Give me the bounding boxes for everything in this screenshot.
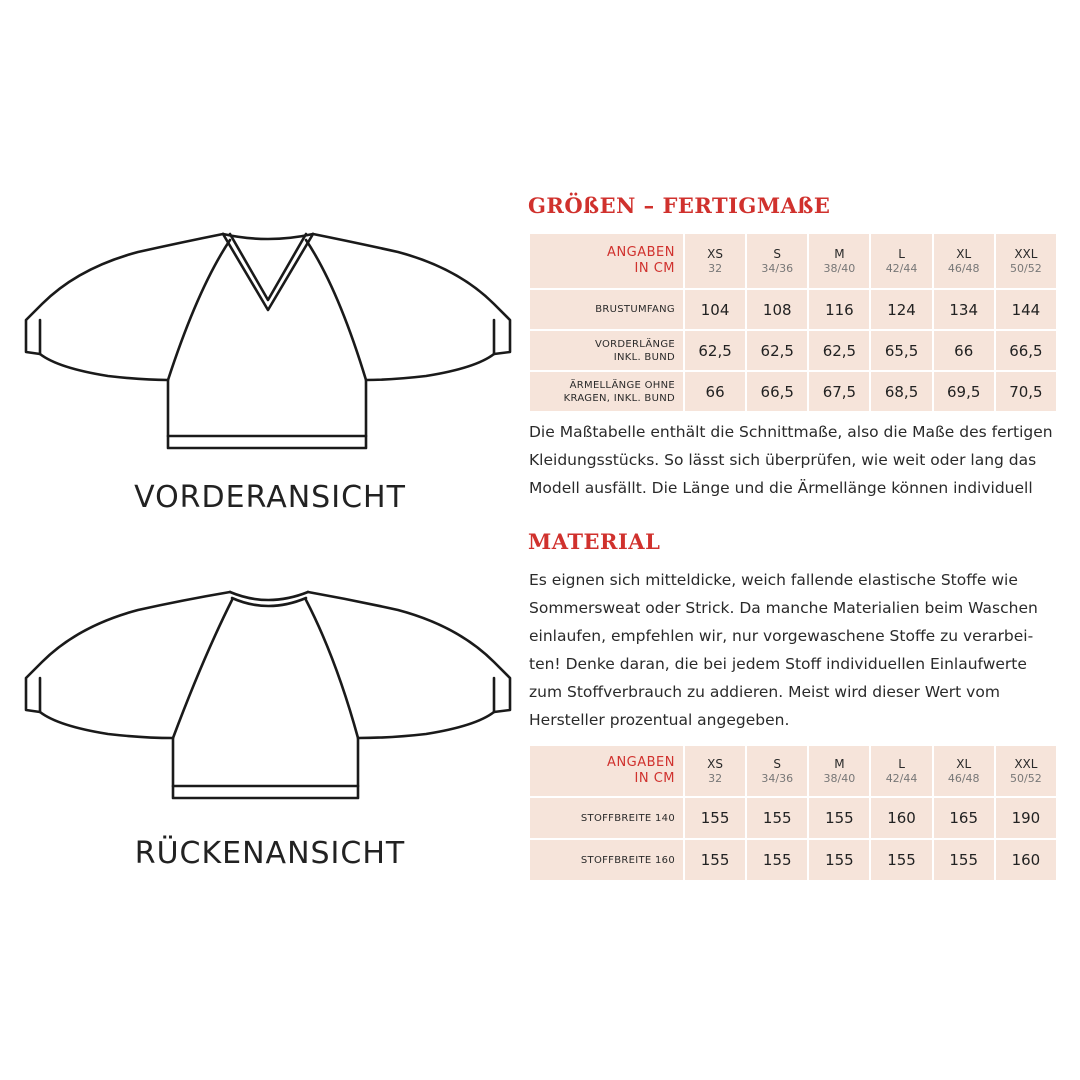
table-cell: 66 xyxy=(933,330,995,371)
header-label: ANGABEN IN CM xyxy=(529,745,684,797)
sizes-heading: GRÖßEN – FERTIGMAßE xyxy=(528,193,831,218)
back-view-illustration xyxy=(18,588,518,808)
table-cell: 190 xyxy=(995,797,1057,839)
table-cell: 66,5 xyxy=(995,330,1057,371)
row-label: STOFFBREITE 140 xyxy=(529,797,684,839)
table-cell: 124 xyxy=(870,289,932,330)
sizes-description xyxy=(529,418,1069,502)
size-column-header: L 42/44 xyxy=(870,745,932,797)
sizes-header-row xyxy=(529,233,1057,289)
table-cell: 155 xyxy=(808,839,870,881)
size-column-header: XL 46/48 xyxy=(933,745,995,797)
table-row xyxy=(529,371,1057,412)
table-cell: 160 xyxy=(870,797,932,839)
size-column-header: XS 32 xyxy=(684,233,746,289)
table-cell: 144 xyxy=(995,289,1057,330)
table-row xyxy=(529,839,1057,881)
table-cell: 67,5 xyxy=(808,371,870,412)
material-heading: MATERIAL xyxy=(528,529,661,554)
table-cell: 66 xyxy=(684,371,746,412)
row-label: STOFFBREITE 160 xyxy=(529,839,684,881)
table-cell: 165 xyxy=(933,797,995,839)
table-cell: 155 xyxy=(746,839,808,881)
table-row xyxy=(529,797,1057,839)
text-line: einlaufen, empfehlen wir, nur vorgewaschene Stoffe zu verarbei- xyxy=(529,627,1034,645)
text-line: Modell ausfällt. Die Länge und die Ärmellänge können individuell xyxy=(529,479,1033,497)
text-line: Kleidungsstücks. So lässt sich überprüfen, wie weit oder lang das xyxy=(529,451,1037,469)
size-column-header: S 34/36 xyxy=(746,745,808,797)
front-view-label: VORDERANSICHT xyxy=(134,480,406,515)
table-cell: 116 xyxy=(808,289,870,330)
table-cell: 70,5 xyxy=(995,371,1057,412)
fabric-table xyxy=(528,744,1058,882)
table-cell: 104 xyxy=(684,289,746,330)
table-cell: 155 xyxy=(870,839,932,881)
material-description xyxy=(529,566,1069,734)
back-view-label: RÜCKENANSICHT xyxy=(134,836,406,871)
table-cell: 155 xyxy=(746,797,808,839)
table-cell: 65,5 xyxy=(870,330,932,371)
table-cell: 134 xyxy=(933,289,995,330)
table-cell: 160 xyxy=(995,839,1057,881)
front-view-illustration xyxy=(18,228,518,458)
size-column-header: XXL 50/52 xyxy=(995,745,1057,797)
table-cell: 68,5 xyxy=(870,371,932,412)
size-column-header: S 34/36 xyxy=(746,233,808,289)
size-column-header: XXL 50/52 xyxy=(995,233,1057,289)
row-label: VORDERLÄNGE INKL. BUND xyxy=(529,330,684,371)
size-column-header: XS 32 xyxy=(684,745,746,797)
size-column-header: XL 46/48 xyxy=(933,233,995,289)
size-column-header: M 38/40 xyxy=(808,233,870,289)
table-cell: 62,5 xyxy=(684,330,746,371)
table-cell: 155 xyxy=(933,839,995,881)
row-label: ÄRMELLÄNGE OHNE KRAGEN, INKL. BUND xyxy=(529,371,684,412)
header-label: ANGABEN IN CM xyxy=(529,233,684,289)
text-line: Hersteller prozentual angegeben. xyxy=(529,711,790,729)
text-line: Es eignen sich mitteldicke, weich fallende elastische Stoffe wie xyxy=(529,571,1018,589)
table-cell: 62,5 xyxy=(746,330,808,371)
fabric-header-row xyxy=(529,745,1057,797)
sizes-table xyxy=(528,232,1058,413)
table-cell: 108 xyxy=(746,289,808,330)
table-row xyxy=(529,289,1057,330)
text-line: zum Stoffverbrauch zu addieren. Meist wird dieser Wert vom xyxy=(529,683,1000,701)
table-cell: 155 xyxy=(684,797,746,839)
size-column-header: M 38/40 xyxy=(808,745,870,797)
row-label: BRUSTUMFANG xyxy=(529,289,684,330)
table-row xyxy=(529,330,1057,371)
text-line: Die Maßtabelle enthält die Schnittmaße, also die Maße des fertigen xyxy=(529,423,1053,441)
table-cell: 62,5 xyxy=(808,330,870,371)
text-line: ten! Denke daran, die bei jedem Stoff individuellen Einlaufwerte xyxy=(529,655,1027,673)
text-line: Sommersweat oder Strick. Da manche Materialien beim Waschen xyxy=(529,599,1038,617)
size-column-header: L 42/44 xyxy=(870,233,932,289)
table-cell: 155 xyxy=(808,797,870,839)
table-cell: 66,5 xyxy=(746,371,808,412)
table-cell: 155 xyxy=(684,839,746,881)
table-cell: 69,5 xyxy=(933,371,995,412)
